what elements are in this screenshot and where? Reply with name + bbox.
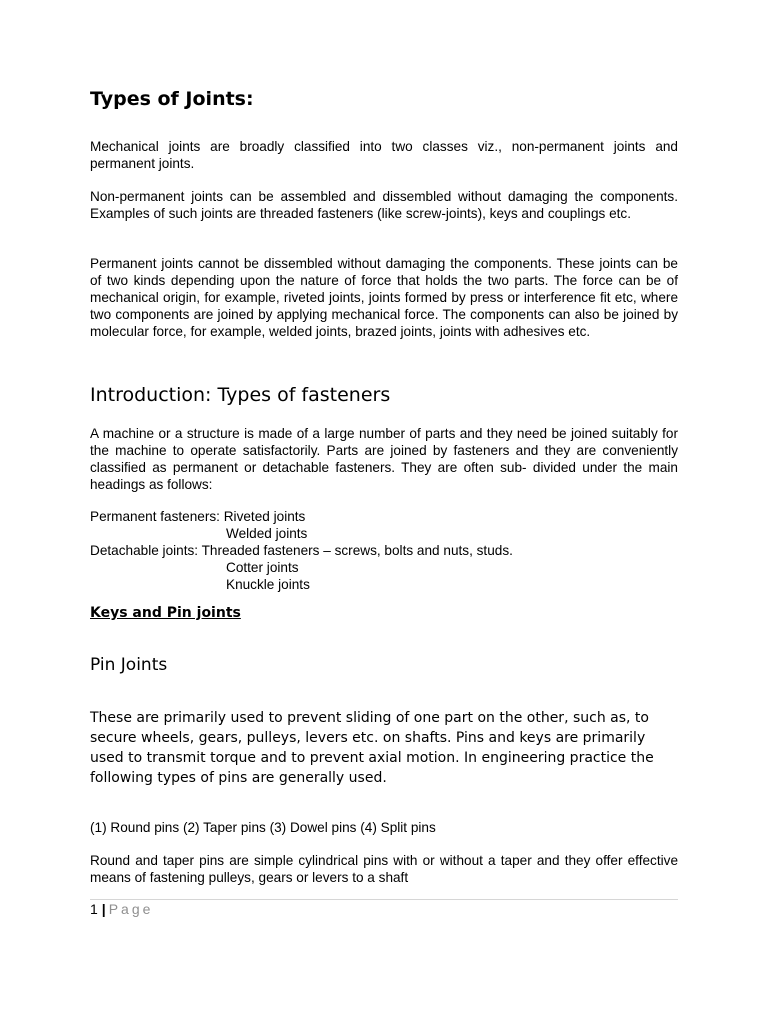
paragraph-round-taper-pins: Round and taper pins are simple cylindrical pins with or without a taper and they offer effective means of fastening pulleys, gears or levers to a shaft [90, 853, 678, 885]
page-footer [90, 901, 153, 917]
heading-types-of-joints: Types of Joints: [90, 88, 254, 110]
paragraph-machine-structure: A machine or a structure is made of a large number of parts and they need be joined suitably for the machine to operate satisfactorily. Parts are joined by fasteners and they are conveniently classified as permanent or detachable fasteners. They are often sub- divided under the main headings as follows: [90, 426, 678, 492]
list-detachable-joints: Detachable joints: Threaded fasteners – screws, bolts and nuts, studs. [90, 543, 513, 558]
footer-divider [90, 899, 678, 900]
page-number: 1 [90, 901, 98, 917]
list-pin-types: (1) Round pins (2) Taper pins (3) Dowel pins (4) Split pins [90, 820, 436, 835]
paragraph-mechanical-joints: Mechanical joints are broadly classified into two classes viz., non-permanent joints and permanent joints. [90, 139, 678, 171]
list-cotter-joints: Cotter joints [226, 560, 299, 575]
page-label: Page [108, 901, 154, 917]
footer-separator: | [101, 901, 106, 917]
paragraph-pin-usage: These are primarily used to prevent sliding of one part on the other, such as, to secure wheels, gears, pulleys, levers etc. on shafts. Pins and keys are primarily used to transmit torque and to prevent axial motion. In engineering practice the following types of pins are generally used. [90, 710, 654, 786]
heading-pin-joints: Pin Joints [90, 655, 168, 675]
list-knuckle-joints: Knuckle joints [226, 577, 310, 592]
paragraph-non-permanent-joints: Non-permanent joints can be assembled and dissembled without damaging the components. Examples of such joints are threaded fasteners (like screw-joints), keys and couplings etc. [90, 189, 678, 221]
heading-keys-and-pin-joints: Keys and Pin joints [90, 605, 241, 621]
list-welded-joints: Welded joints [226, 526, 308, 541]
paragraph-permanent-joints: Permanent joints cannot be dissembled without damaging the components. These joints can be of two kinds depending upon the nature of force that holds the two parts. The force can be of mechanical origin, for example, riveted joints, joints formed by press or interference fit etc, where two components are joined by applying mechanical force. The components can also be joined by molecular force, for example, welded joints, brazed joints, joints with adhesives etc. [90, 256, 678, 339]
list-permanent-fasteners: Permanent fasteners: Riveted joints [90, 509, 306, 524]
heading-introduction-fasteners: Introduction: Types of fasteners [90, 384, 391, 406]
